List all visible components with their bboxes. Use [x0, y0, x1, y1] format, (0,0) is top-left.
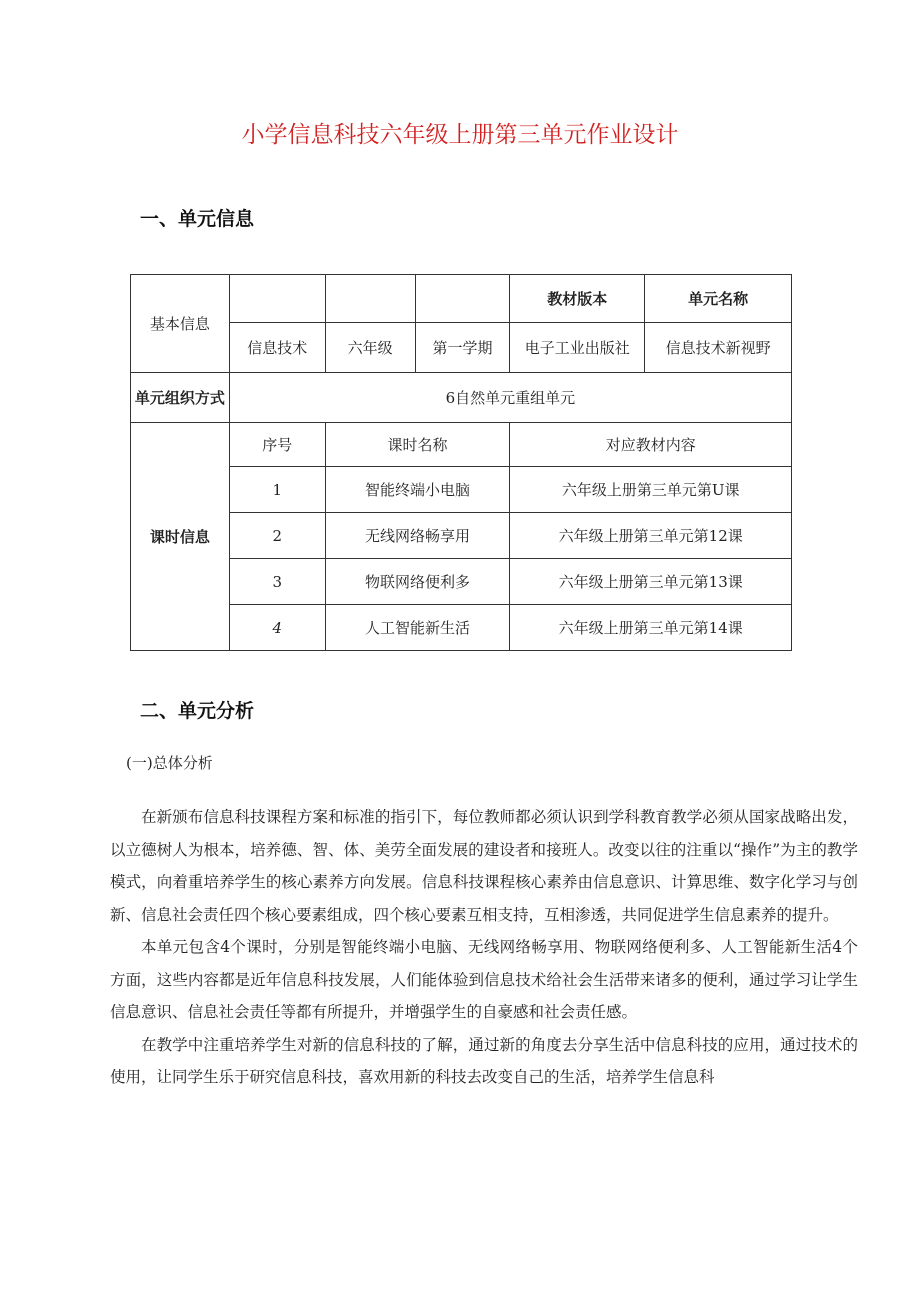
table-row [131, 275, 792, 323]
paragraph-block [110, 801, 858, 1094]
subsection-title: (一)总体分析 [126, 754, 213, 772]
subject-cell: 信息技术 [229, 323, 325, 373]
textbook-version-header: 教材版本 [510, 275, 645, 323]
semester-cell: 第一学期 [415, 323, 510, 373]
empty-cell [325, 275, 415, 323]
lesson-content: 六年级上册第三单元第14课 [510, 605, 792, 651]
basic-info-label: 基本信息 [131, 275, 230, 373]
lesson-name: 人工智能新生活 [325, 605, 510, 651]
lesson-content: 六年级上册第三单元第U课 [510, 467, 792, 513]
unit-name-cell: 信息技术新视野 [645, 323, 792, 373]
table-row [131, 467, 792, 513]
lesson-content: 六年级上册第三单元第12课 [510, 513, 792, 559]
lesson-name: 智能终端小电脑 [325, 467, 510, 513]
table-row [131, 513, 792, 559]
lesson-info-label: 课时信息 [131, 423, 230, 651]
table-row [131, 323, 792, 373]
unit-name-header: 单元名称 [645, 275, 792, 323]
unit-info-table [130, 274, 792, 651]
publisher-cell: 电子工业出版社 [510, 323, 645, 373]
col-header-no: 序号 [229, 423, 325, 467]
empty-cell [229, 275, 325, 323]
paragraph: 本单元包含4个课时，分别是智能终端小电脑、无线网络畅享用、物联网络便利多、人工智能新生活4个方面，这些内容都是近年信息科技发展，人们能体验到信息技术给社会生活带来诸多的便利，通过学习让学生信息意识、信息社会责任等都有所提升，并增强学生的自豪感和社会责任感。 [110, 938, 858, 1021]
lesson-no: 2 [229, 513, 325, 559]
lesson-name: 物联网络便利多 [325, 559, 510, 605]
table-row [131, 423, 792, 467]
empty-cell [415, 275, 510, 323]
section-heading-unit-analysis: 二、单元分析 [140, 700, 255, 722]
org-value: 6自然单元重组单元 [229, 373, 791, 423]
table-row [131, 559, 792, 605]
col-header-lesson-name: 课时名称 [325, 423, 510, 467]
lesson-name: 无线网络畅享用 [325, 513, 510, 559]
lesson-no: 4 [229, 605, 325, 651]
lesson-no: 1 [229, 467, 325, 513]
lesson-no: 3 [229, 559, 325, 605]
table-row [131, 373, 792, 423]
table-row [131, 605, 792, 651]
section-heading-unit-info: 一、单元信息 [140, 208, 255, 230]
paragraph: 在教学中注重培养学生对新的信息科技的了解，通过新的角度去分享生活中信息科技的应用，通过技术的使用，让同学生乐于研究信息科技，喜欢用新的科技去改变自己的生活，培养学生信息科 [110, 1035, 858, 1086]
grade-cell: 六年级 [325, 323, 415, 373]
col-header-content: 对应教材内容 [510, 423, 792, 467]
paragraph: 在新颁布信息科技课程方案和标准的指引下，每位教师都必须认识到学科教育教学必须从国家战略出发，以立德树人为根本，培养德、智、体、美劳全面发展的建设者和接班人。改变以往的注重以“操作”为主的教学模式，向着重培养学生的核心素养方向发展。信息科技课程核心素养由信息意识、计算思维、数字化学习与创新、信息社会责任四个核心要素组成，四个核心要素互相支持，互相渗透，共同促进学生信息素养的提升。 [110, 808, 858, 924]
document-title: 小学信息科技六年级上册第三单元作业设计 [241, 122, 679, 148]
lesson-content: 六年级上册第三单元第13课 [510, 559, 792, 605]
org-label: 单元组织方式 [131, 373, 230, 423]
